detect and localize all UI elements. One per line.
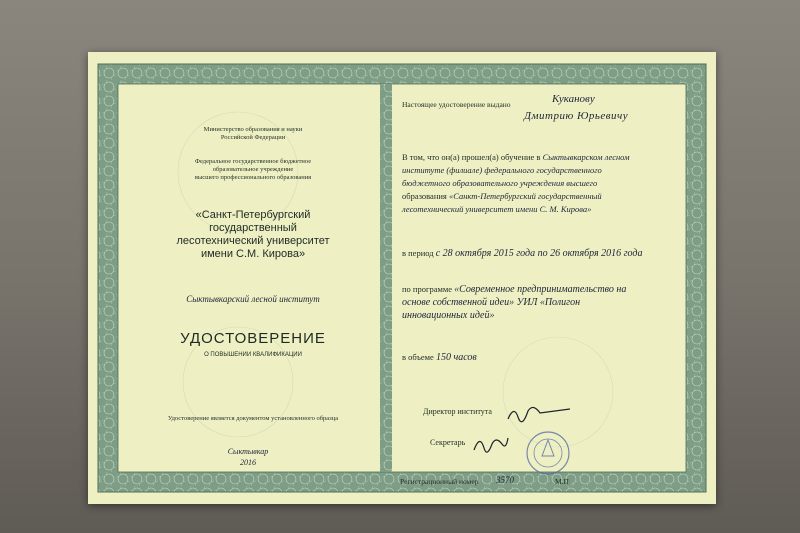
program-block: по программе «Современное предпринимательство на основе собственной идеи» УИЛ «Полигон инновационных идей»	[402, 284, 627, 321]
volume-line: в объеме 150 часов	[402, 352, 477, 363]
secretary-label: Секретарь	[430, 438, 466, 447]
document-subtitle: О ПОВЫШЕНИИ КВАЛИФИКАЦИИ	[204, 352, 302, 358]
secretary-signature	[474, 438, 508, 452]
recipient-name: Дмитрию Юрьевичу	[524, 110, 629, 122]
university-name: «Санкт-Петербургский государственный лесотехнический университет имени С.М. Кирова»	[176, 209, 330, 260]
ministry-text: Министерство образования и науки Российской Федерации	[203, 126, 303, 141]
validity-note: Удостоверение является документом установленного образца	[167, 415, 339, 422]
institute-name: Сыктывкарский лесной институт	[186, 294, 320, 304]
seal-emblem	[527, 432, 569, 474]
study-block: В том, что он(а) прошел(а) обучение в Сыктывкарском лесном институте (филиале) федерального государственного бюджетного образовательного учреждения высшего образования «Санкт-Петербургский государственный лесотехнический университет имени С. М. Кирова»	[402, 152, 630, 214]
issued-label: Настоящее удостоверение выдано	[402, 100, 511, 109]
document-title: УДОСТОВЕРЕНИЕ	[180, 330, 326, 347]
director-label: Директор института	[423, 407, 492, 416]
issue-city: Сыктывкар	[227, 447, 269, 456]
issue-year: 2016	[240, 458, 256, 467]
certificate-sheet	[88, 52, 716, 504]
institution-type-text: Федеральное государственное бюджетное образовательное учреждение высшего профессионального образования	[194, 158, 312, 181]
registration-number: 3570	[496, 475, 514, 485]
study-period: в период с 28 октября 2015 года по 26 октября 2016 года	[402, 248, 643, 259]
stamp-place-mark: М.П.	[555, 477, 571, 486]
director-signature	[508, 407, 570, 421]
recipient-surname: Куканову	[552, 93, 595, 105]
registration-label: Регистрационный номер	[400, 477, 479, 486]
